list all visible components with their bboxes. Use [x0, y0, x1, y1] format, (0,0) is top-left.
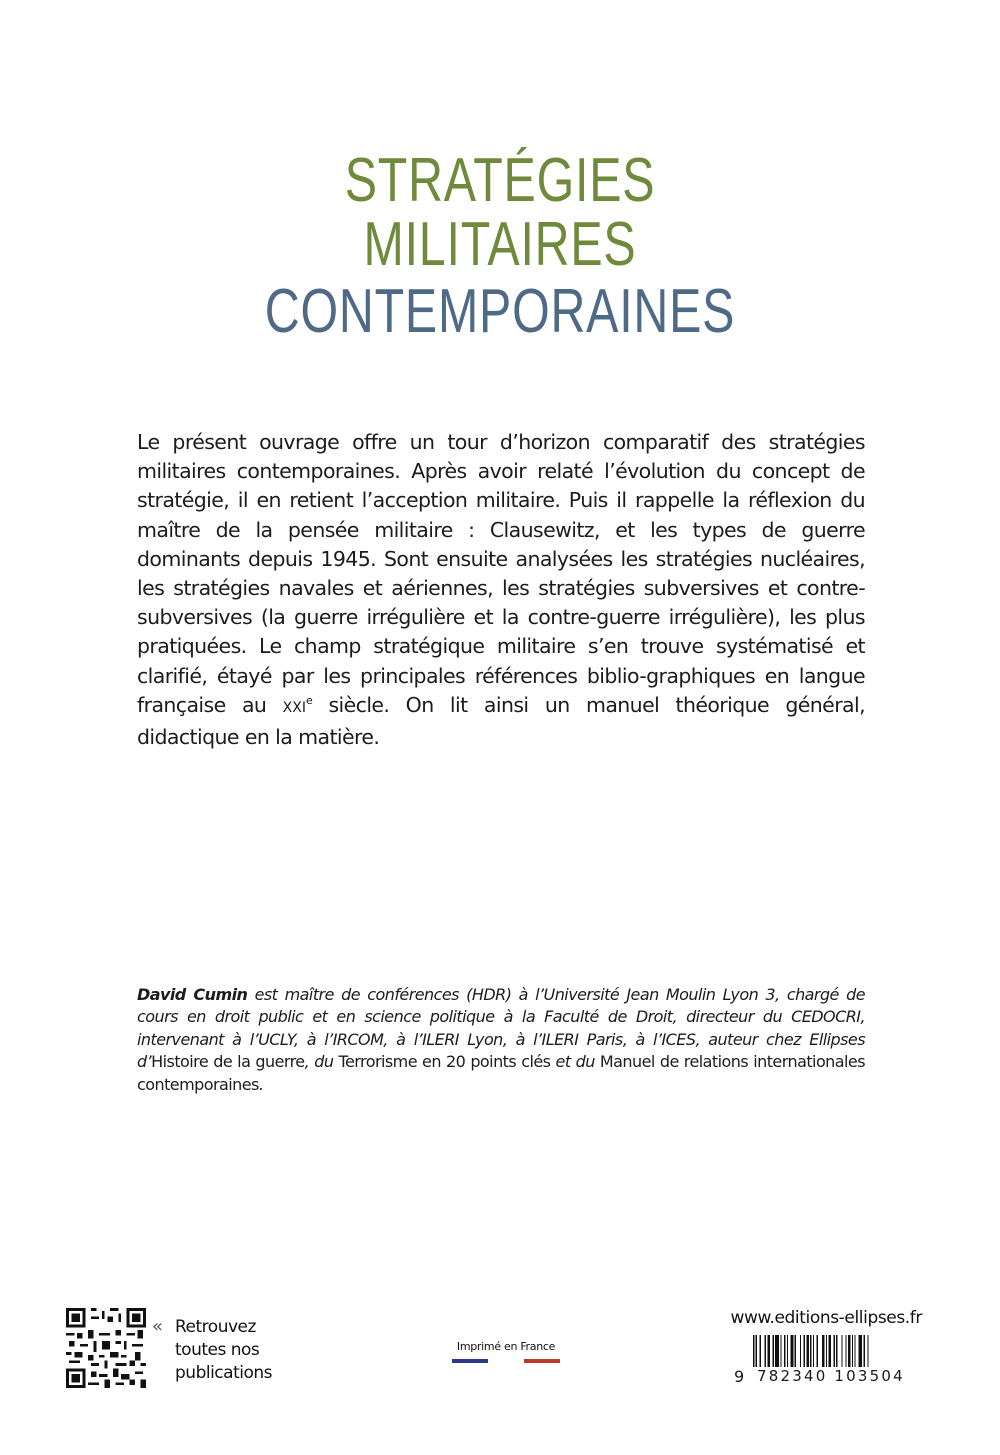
bio-text-3: et du: [550, 1052, 600, 1072]
qr-caption: [175, 1316, 272, 1385]
author-name: David Cumin: [137, 985, 248, 1004]
qr-caption-line-2: toutes nos: [175, 1340, 260, 1360]
title-line-3: CONTEMPORAINES: [264, 277, 736, 346]
bio-text-1: est maître de conférences (HDR) à l’Université Jean Moulin Lyon 3, chargé de cours en droit public et en science politique à la Faculté de Droit, directeur du CEDOCRI, intervenant à l’UCLY, à l’IRCOM, à l’ILERI Lyon, à l’ILERI Paris, à l’ICES, auteur chez Ellipses d’: [137, 985, 865, 1072]
century-superscript: e: [305, 694, 313, 707]
blurb-part-1: Le présent ouvrage offre un tour d’horizon comparatif des stratégies militaires contemporaines. Après avoir relaté l’évolution du concept de stratégie, il en retient l’acception militaire. Puis il rappelle la réflexion du maître de la pensée militaire : Clausewitz, et les types de guerre dominants depuis 1945. Sont ensuite analysées les stratégies nucléaires, les stratégies navales et aériennes, les stratégies subversives et contre-subversives (la guerre irrégulière et la contre-guerre irrégulière), les plus pratiquées. Le champ stratégique militaire s’en trouve systématisé et clarifié, étayé par les principales références biblio-graphiques en langue française au: [137, 430, 865, 717]
qr-caption-line-1: Retrouvez: [175, 1317, 256, 1337]
bio-book-3: Manuel de relations internationales contemporaines: [137, 1052, 865, 1094]
book-blurb: [137, 428, 865, 752]
bio-book-2: Terrorisme en 20 points clés: [338, 1052, 551, 1072]
bio-book-1: Histoire de la guerre: [151, 1052, 305, 1072]
flag-red-stripe: [524, 1359, 560, 1363]
century-numeral: XXI: [282, 699, 306, 716]
french-flag-icon: [452, 1359, 560, 1363]
isbn-first-digit: 9: [734, 1367, 745, 1386]
isbn-digits: 782340 103504: [753, 1367, 927, 1385]
flag-blue-stripe: [452, 1359, 488, 1363]
blurb-part-2: siècle. On lit ainsi un manuel théorique général, didactique en la matière.: [137, 692, 865, 750]
title-line-2: MILITAIRES: [363, 210, 637, 279]
printed-label: Imprimé en France: [456, 1340, 556, 1353]
bio-text-2: , du: [304, 1052, 339, 1072]
double-chevron-left-icon: «: [152, 1316, 164, 1337]
bio-text-4: .: [258, 1074, 264, 1094]
qr-caption-line-3: publications: [175, 1363, 272, 1383]
qr-code-icon[interactable]: [66, 1308, 146, 1388]
author-bio: [137, 984, 865, 1096]
printed-in-france: [452, 1340, 560, 1363]
publisher-website[interactable]: www.editions-ellipses.fr: [730, 1308, 922, 1328]
title-line-1: STRATÉGIES: [344, 146, 656, 215]
